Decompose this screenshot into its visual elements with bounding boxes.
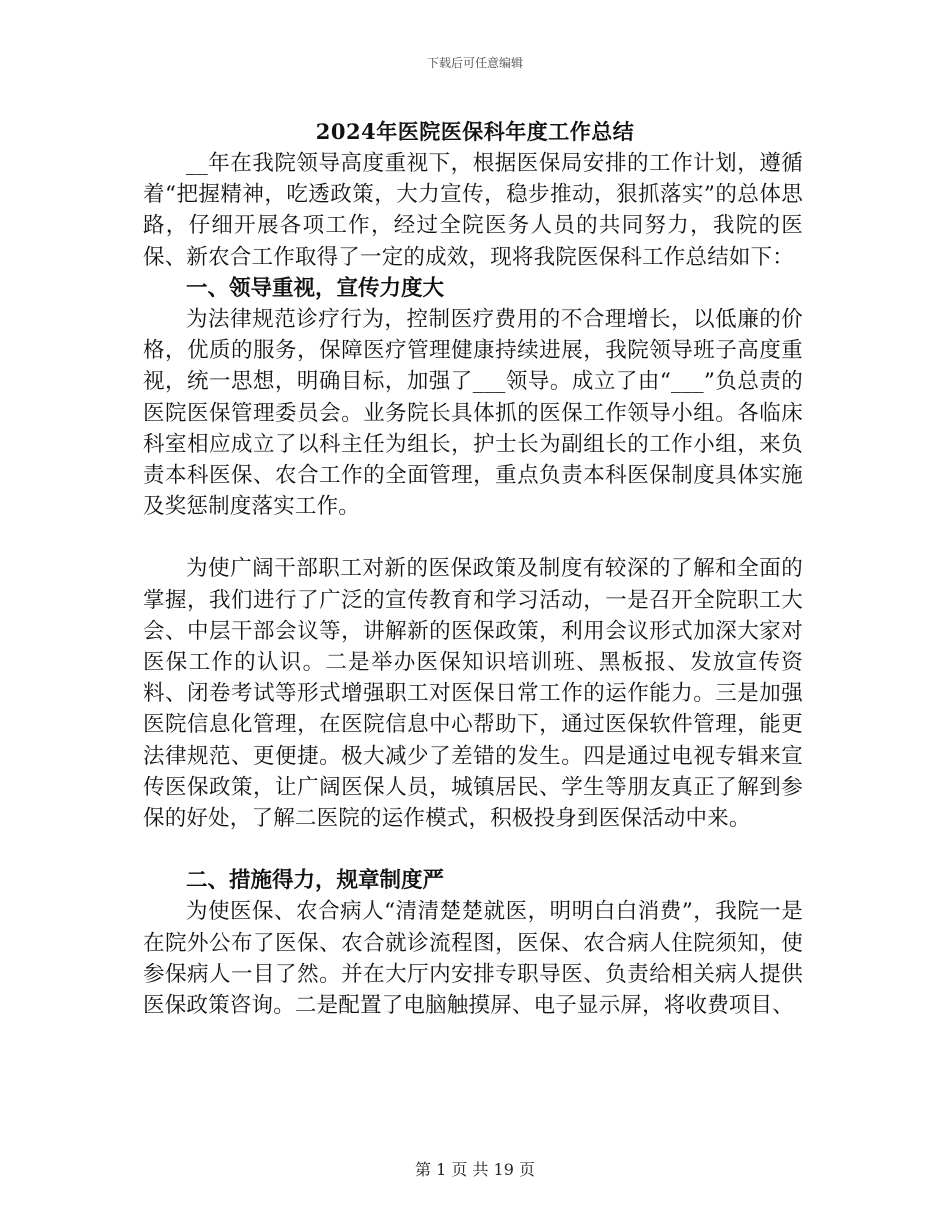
- document-body: [143, 148, 803, 1021]
- paragraph-gap: [143, 834, 803, 865]
- section-2-heading: 二、措施得力，规章制度严: [186, 868, 445, 894]
- intro-paragraph: __年在我院领导高度重视下，根据医保局安排的工作计划，遵循着“把握精神，吃透政策，大力宣传，稳步推动，狠抓落实”的总体思路，仔细开展各项工作，经过全院医务人员的共同努力，我院的医保、新农合工作取得了一定的成效，现将我院医保科工作总结如下：: [143, 151, 803, 270]
- section-1-heading: 一、领导重视，宣传力度大: [186, 275, 445, 301]
- page-header-note: 下载后可任意编辑: [426, 56, 523, 70]
- document-title: 2024年医院医保科年度工作总结: [315, 119, 635, 144]
- section-1-paragraph-2: 为使广阔干部职工对新的医保政策及制度有较深的了解和全面的掌握，我们进行了广泛的宣传教育和学习活动，一是召开全院职工大会、中层干部会议等，讲解新的医保政策，利用会议形式加深大家对医保工作的认识。二是举办医保知识培训班、黑板报、发放宣传资料、闭卷考试等形式增强职工对医保日常工作的运作能力。三是加强医院信息化管理，在医院信息中心帮助下，通过医保软件管理，能更法律规范、更便捷。极大减少了差错的发生。四是通过电视专辑来宣传医保政策，让广阔医保人员，城镇居民、学生等朋友真正了解到参保的好处，了解二医院的运作模式，积极投身到医保活动中来。: [143, 556, 803, 832]
- section-1-paragraph-1: 为法律规范诊疗行为，控制医疗费用的不合理增长，以低廉的价格，优质的服务，保障医疗管理健康持续进展，我院领导班子高度重视，统一思想，明确目标，加强了___领导。成立了由“___”负总责的医院医保管理委员会。业务院长具体抓的医保工作领导小组。各临床科室相应成立了以科主任为组长，护士长为副组长的工作小组，来负责本科医保、农合工作的全面管理，重点负责本科医保制度具体实施及奖惩制度落实工作。: [143, 307, 803, 520]
- section-2-paragraph-1: 为使医保、农合病人“清清楚楚就医，明明白白消费”，我院一是在院外公布了医保、农合就诊流程图，医保、农合病人住院须知，使参保病人一目了然。并在大厅内安排专职导医、负责给相关病人提供医保政策咨询。二是配置了电脑触摸屏、电子显示屏，将收费项目、: [143, 899, 803, 1019]
- page-footer: 第 1 页 共 19 页: [415, 1160, 535, 1179]
- paragraph-gap: [143, 522, 803, 553]
